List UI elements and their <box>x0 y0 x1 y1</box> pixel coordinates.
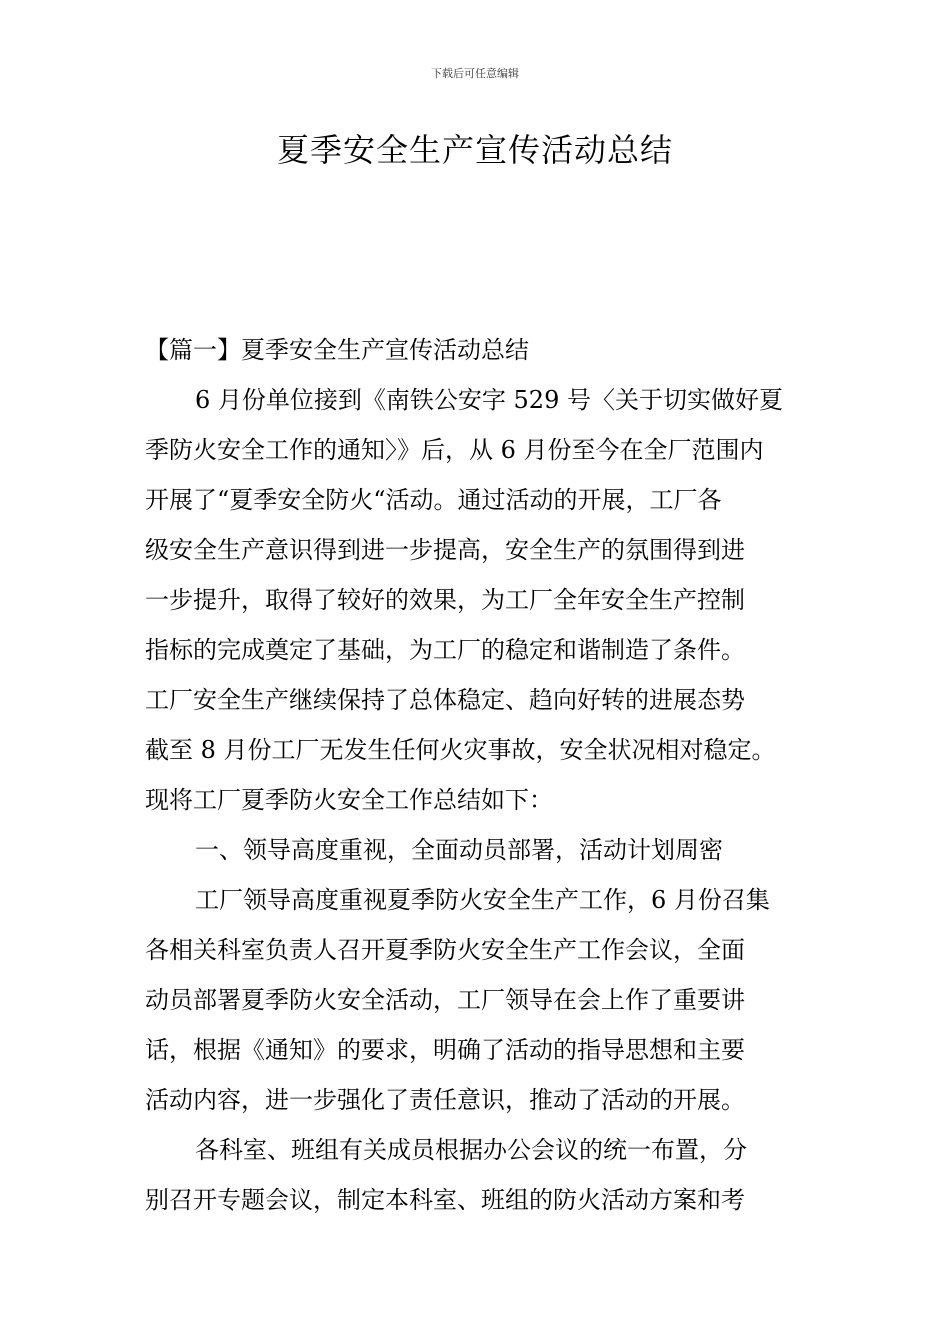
paragraph-line: 工厂领导高度重视夏季防火安全生产工作，6 月份召集 <box>195 886 770 914</box>
paragraph-line: 工厂安全生产继续保持了总体稳定、趋向好转的进展态势 <box>145 686 745 714</box>
document-title: 夏季安全生产宣传活动总结 <box>276 131 673 169</box>
paragraph-line: 话，根据《通知》的要求，明确了活动的指导思想和主要 <box>145 1036 745 1064</box>
paragraph-line: 别召开专题会议，制定本科室、班组的防火活动方案和考 <box>145 1186 745 1214</box>
paragraph-line: 现将工厂夏季防火安全工作总结如下： <box>145 786 553 814</box>
paragraph-line: 截至 8 月份工厂无发生任何火灾事故，安全状况相对稳定。 <box>145 736 776 764</box>
paragraph-line: 季防火安全工作的通知〉》后，从 6 月份至今在全厂范围内 <box>145 436 764 464</box>
document-body <box>145 325 809 1225</box>
paragraph-line: 活动内容，进一步强化了责任意识，推动了活动的开展。 <box>145 1086 745 1114</box>
paragraph-line: 各相关科室负责人召开夏季防火安全生产工作会议，全面 <box>145 936 745 964</box>
paragraph-line: 一步提升，取得了较好的效果，为工厂全年安全生产控制 <box>145 586 745 614</box>
paragraph-line: 各科室、班组有关成员根据办公会议的统一布置，分 <box>195 1136 747 1164</box>
section-heading: 【篇一】夏季安全生产宣传活动总结 <box>145 336 529 364</box>
paragraph-line: 开展了“夏季安全防火“活动。通过活动的开展，工厂各 <box>145 486 722 514</box>
paragraph-line: 动员部署夏季防火安全活动，工厂领导在会上作了重要讲 <box>145 986 745 1014</box>
paragraph-line: 6 月份单位接到《南铁公安字 529 号〈关于切实做好夏 <box>195 386 783 414</box>
paragraph-line: 指标的完成奠定了基础，为工厂的稳定和谐制造了条件。 <box>145 636 745 664</box>
header-note: 下载后可任意编辑 <box>431 67 519 80</box>
subsection-heading: 一、领导高度重视，全面动员部署，活动计划周密 <box>195 836 723 864</box>
paragraph-line: 级安全生产意识得到进一步提高，安全生产的氛围得到进 <box>145 536 745 564</box>
